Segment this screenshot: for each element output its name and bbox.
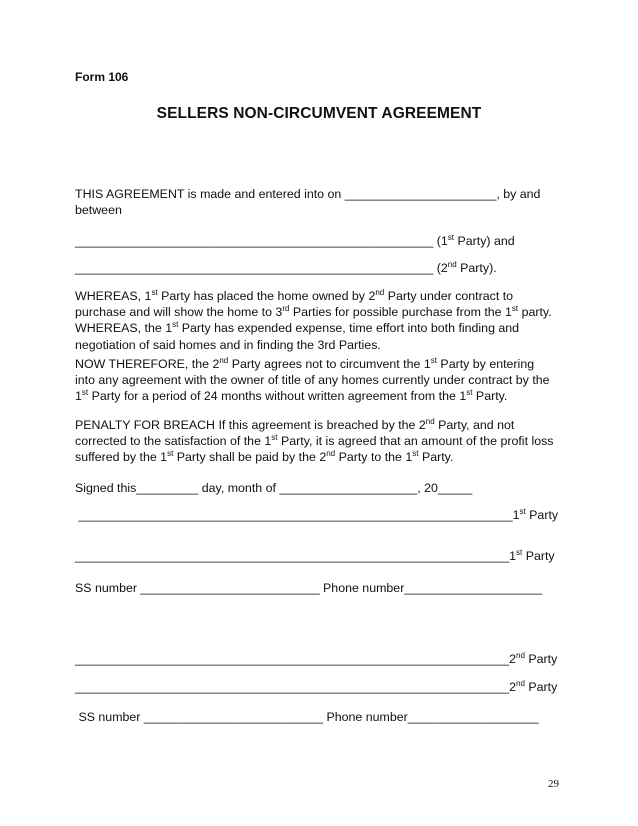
penalty-line-1: PENALTY FOR BREACH If this agreement is breached by the 2nd Party, and not — [75, 416, 515, 432]
intro-line-1: THIS AGREEMENT is made and entered into on ______________________, by and — [75, 187, 541, 201]
second-party-ss-phone-line: SS number __________________________ Phone number___________________ — [75, 710, 539, 724]
form-number: Form 106 — [75, 70, 129, 84]
first-party-ss-phone-line: SS number __________________________ Phone number____________________ — [75, 581, 543, 595]
now-therefore-line-3: 1st Party for a period of 24 months without written agreement from the 1st Party. — [75, 388, 508, 404]
signed-date-line: Signed this_________ day, month of ____________________, 20_____ — [75, 481, 473, 495]
intro-line-2: between — [75, 203, 122, 218]
whereas-line-4: negotiation of said homes and in finding the 3rd Parties. — [75, 337, 381, 352]
penalty-line-2: corrected to the satisfaction of the 1st Party, it is agreed that an amount of the profit loss — [75, 433, 554, 449]
first-party-line: ____________________________________________________ (1st Party) and — [75, 232, 515, 248]
now-therefore-line-1: NOW THEREFORE, the 2nd Party agrees not to circumvent the 1st Party by entering — [75, 355, 535, 371]
intro-paragraph — [75, 186, 575, 218]
whereas-paragraph — [75, 288, 575, 353]
document-title: SELLERS NON-CIRCUMVENT AGREEMENT — [156, 105, 482, 122]
second-party-signature-2: _______________________________________________________________2nd Party — [75, 678, 558, 694]
second-party-signature-1: _______________________________________________________________2nd Party — [75, 650, 558, 666]
now-therefore-paragraph — [75, 356, 575, 405]
whereas-line-1: WHEREAS, 1st Party has placed the home owned by 2nd Party under contract to — [75, 287, 514, 303]
penalty-line-3: suffered by the 1st Party shall be paid by the 2nd Party to the 1st Party. — [75, 449, 454, 465]
first-party-signature-2: _______________________________________________________________1st Party — [75, 547, 555, 563]
first-party-signature-1: _______________________________________________________________1st Party — [75, 506, 559, 522]
page-number: 29 — [548, 778, 559, 790]
second-party-line: ____________________________________________________ (2nd Party). — [75, 259, 497, 275]
now-therefore-line-2: into any agreement with the owner of title of any homes currently under contract by the — [75, 373, 550, 388]
penalty-paragraph — [75, 417, 575, 466]
whereas-line-2: purchase and will show the home to 3rd Parties for possible purchase from the 1st party. — [75, 304, 552, 320]
whereas-line-3: WHEREAS, the 1st Party has expended expense, time effort into both finding and — [75, 320, 520, 336]
